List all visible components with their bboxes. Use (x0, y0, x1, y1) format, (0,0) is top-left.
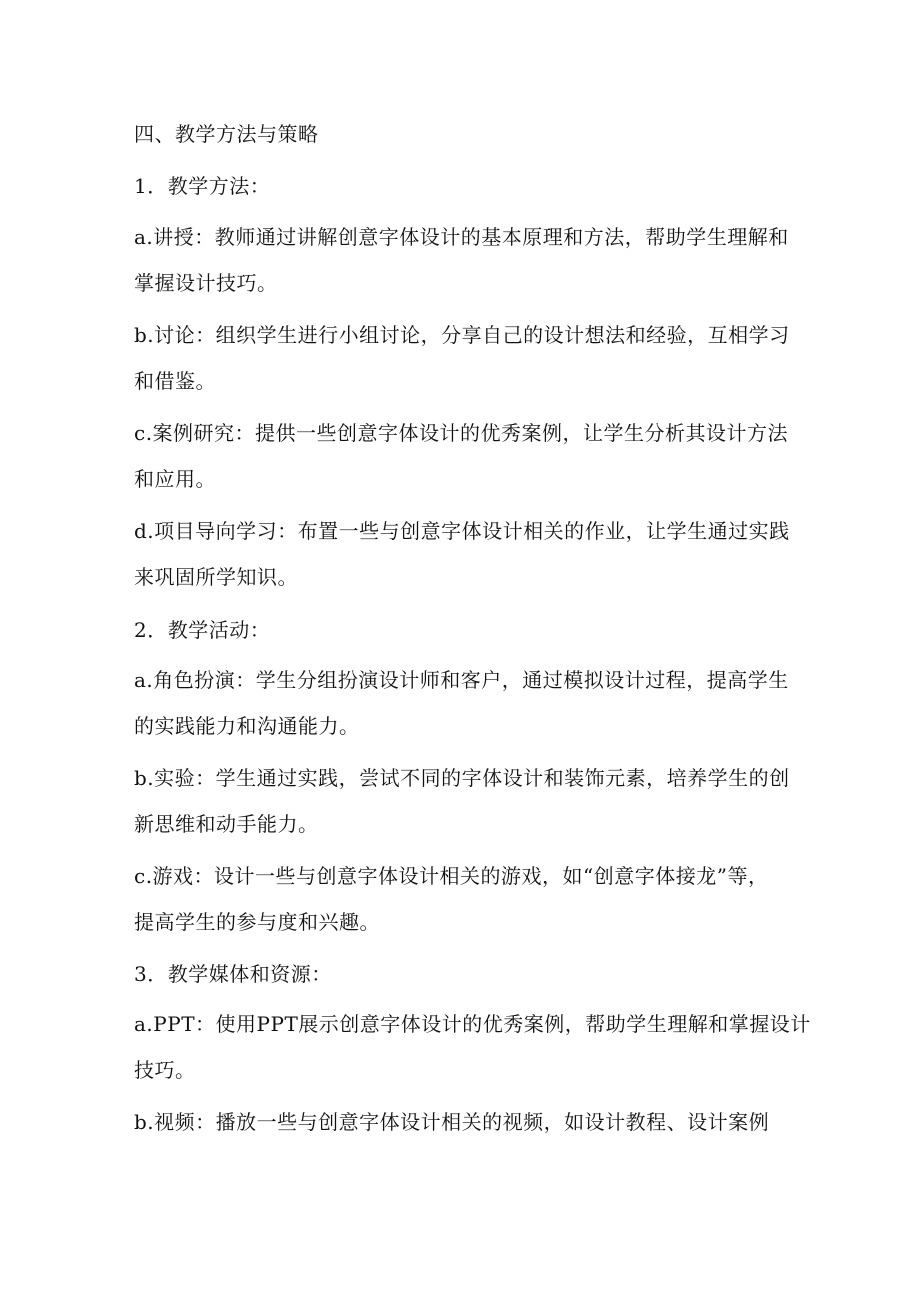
paragraph-line: b.讨论：组织学生进行小组讨论，分享自己的设计想法和经验，互相学习 (134, 323, 790, 347)
subsection-heading-media-resources: 3．教学媒体和资源： (134, 962, 332, 986)
subsection-heading-teaching-methods: 1．教学方法： (134, 174, 271, 198)
section-heading: 四、教学方法与策略 (134, 122, 319, 146)
subsection-heading-teaching-activities: 2．教学活动： (134, 618, 271, 642)
paragraph-line: c.案例研究：提供一些创意字体设计的优秀案例，让学生分析其设计方法 (134, 421, 789, 445)
paragraph-line: a.角色扮演：学生分组扮演设计师和客户，通过模拟设计过程，提高学生 (134, 668, 789, 692)
paragraph-line: 来巩固所学知识。 (134, 565, 298, 589)
paragraph-line: 提高学生的参与度和兴趣。 (134, 910, 380, 934)
paragraph-line: a.讲授：教师通过讲解创意字体设计的基本原理和方法，帮助学生理解和 (134, 225, 789, 249)
paragraph-line: 的实践能力和沟通能力。 (134, 714, 360, 738)
paragraph-line: 和借鉴。 (134, 369, 216, 393)
paragraph-line: 掌握设计技巧。 (134, 271, 278, 295)
paragraph-line: 技巧。 (134, 1058, 196, 1082)
paragraph-line: b.视频：播放一些与创意字体设计相关的视频，如设计教程、设计案例 (134, 1110, 770, 1134)
paragraph-line: 新思维和动手能力。 (134, 812, 319, 836)
paragraph-line: d.项目导向学习：布置一些与创意字体设计相关的作业，让学生通过实践 (134, 519, 790, 543)
paragraph-line: b.实验：学生通过实践，尝试不同的字体设计和装饰元素，培养学生的创 (134, 766, 790, 790)
paragraph-line: c.游戏：设计一些与创意字体设计相关的游戏，如“创意字体接龙”等， (134, 864, 769, 888)
paragraph-line: 和应用。 (134, 467, 216, 491)
paragraph-line: a.PPT：使用PPT展示创意字体设计的优秀案例，帮助学生理解和掌握设计 (134, 1012, 811, 1036)
